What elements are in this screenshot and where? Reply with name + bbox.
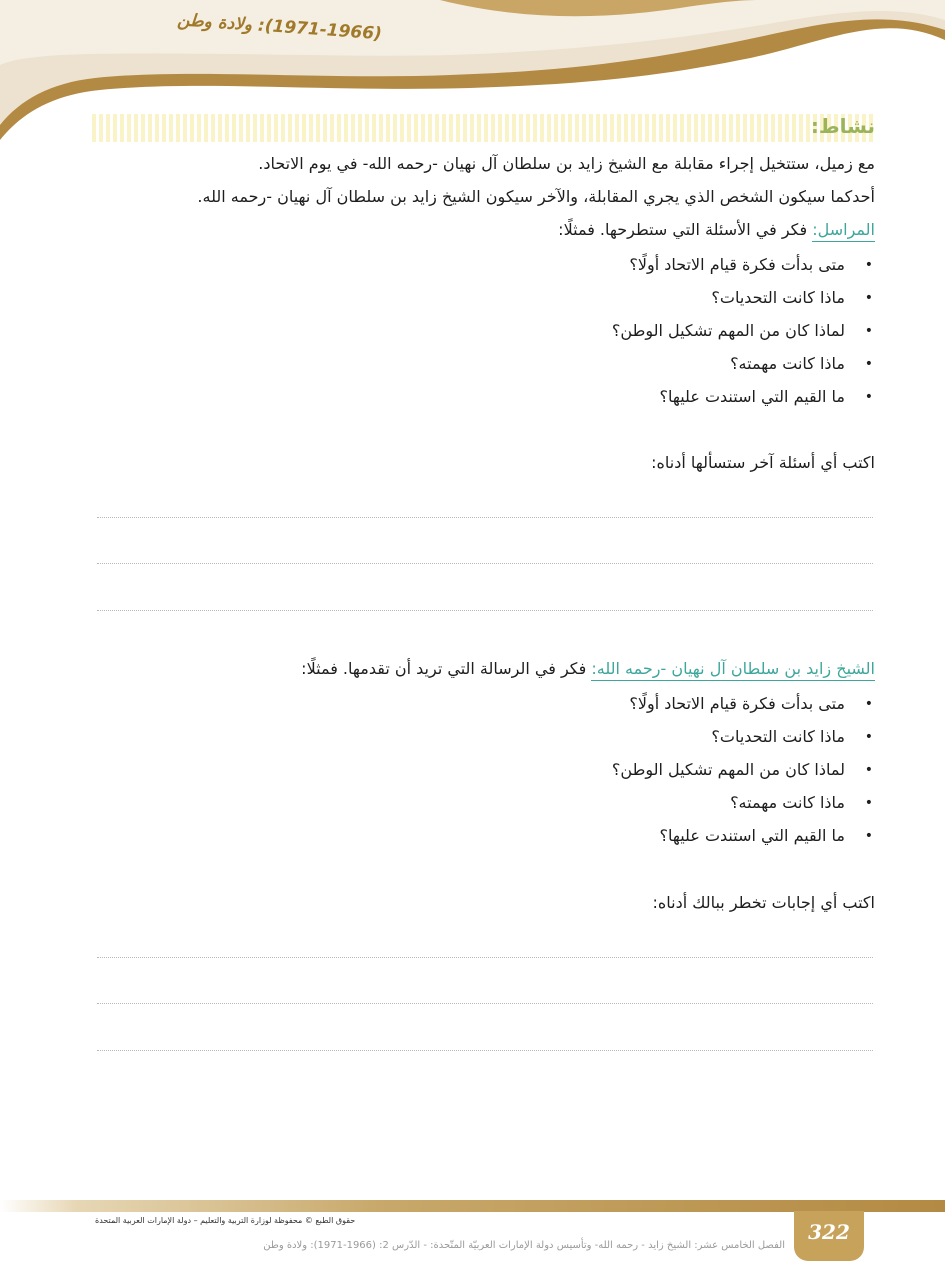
intro-line-2: أحدكما سيكون الشخص الذي يجري المقابلة، والآخر سيكون الشيخ زايد بن سلطان آل نهيان -رحمه الله. [197,187,875,206]
answer-line[interactable] [97,517,873,518]
bullet: • [864,323,873,339]
bullet: • [864,290,873,306]
list-item [612,693,873,726]
section-1-instruction: فكر في الأسئلة التي ستطرحها. فمثلًا: [558,220,813,239]
copyright-notice: حقوق الطبع © محفوظة لوزارة التربية والتعليم – دولة الإمارات العربية المتحدة [95,1216,356,1225]
list-item [612,287,873,320]
bullet: • [864,828,873,844]
bullet: • [864,257,873,273]
list-item [612,792,873,825]
question-text: متى بدأت فكرة قيام الاتحاد أولًا؟ [629,255,845,274]
list-item [611,320,873,353]
question-text: ماذا كانت التحديات؟ [711,727,845,746]
list-item [612,353,873,386]
answer-line[interactable] [97,610,873,611]
lesson-title: (1971-1966): ولادة وطن [176,10,383,45]
list-item [612,386,873,419]
list-item [612,254,873,287]
breadcrumb: الفصل الخامس عشر: الشيخ زايد - رحمه الله- وتأسيس دولة الإمارات العربيّة المتّحدة: - الدّرس 2: (1966-1971): ولادة وطن [263,1240,785,1251]
section-2-question-list [611,693,873,858]
activity-title: نشاط: [810,114,875,138]
question-text: متى بدأت فكرة قيام الاتحاد أولًا؟ [629,694,845,713]
list-item [611,759,873,792]
intro-line-1: مع زميل، ستتخيل إجراء مقابلة مع الشيخ زايد بن سلطان آل نهيان -رحمه الله- في يوم الاتحاد. [258,154,875,173]
question-text: ما القيم التي استندت عليها؟ [659,387,845,406]
bullet: • [864,356,873,372]
section-1-write-prompt: اكتب أي أسئلة آخر ستسألها أدناه: [651,453,875,472]
section-1-question-list [611,254,873,419]
role-label-reporter: المراسل: [812,220,875,242]
list-item [612,726,873,759]
question-text: ماذا كانت مهمته؟ [730,354,845,373]
answer-line[interactable] [97,1050,873,1051]
question-text: لماذا كان من المهم تشكيل الوطن؟ [611,321,845,340]
bullet: • [864,795,873,811]
bullet: • [864,696,873,712]
section-2-write-prompt: اكتب أي إجابات تخطر ببالك أدناه: [652,893,875,912]
role-label-sheikh-zayed: الشيخ زايد بن سلطان آل نهيان -رحمه الله: [591,659,875,681]
list-item [612,825,873,858]
answer-line[interactable] [97,563,873,564]
answer-line[interactable] [97,957,873,958]
question-text: ما القيم التي استندت عليها؟ [659,826,845,845]
page-number: 322 [808,1220,850,1244]
activity-heading-bar [92,114,874,142]
answer-line[interactable] [97,1003,873,1004]
bullet: • [864,762,873,778]
section-1-heading [558,219,875,241]
section-2-heading [301,658,875,680]
question-text: ماذا كانت مهمته؟ [730,793,845,812]
bullet: • [864,389,873,405]
bullet: • [864,729,873,745]
section-2-instruction: فكر في الرسالة التي تريد أن تقدمها. فمثلًا: [301,659,592,678]
question-text: لماذا كان من المهم تشكيل الوطن؟ [611,760,845,779]
question-text: ماذا كانت التحديات؟ [711,288,845,307]
